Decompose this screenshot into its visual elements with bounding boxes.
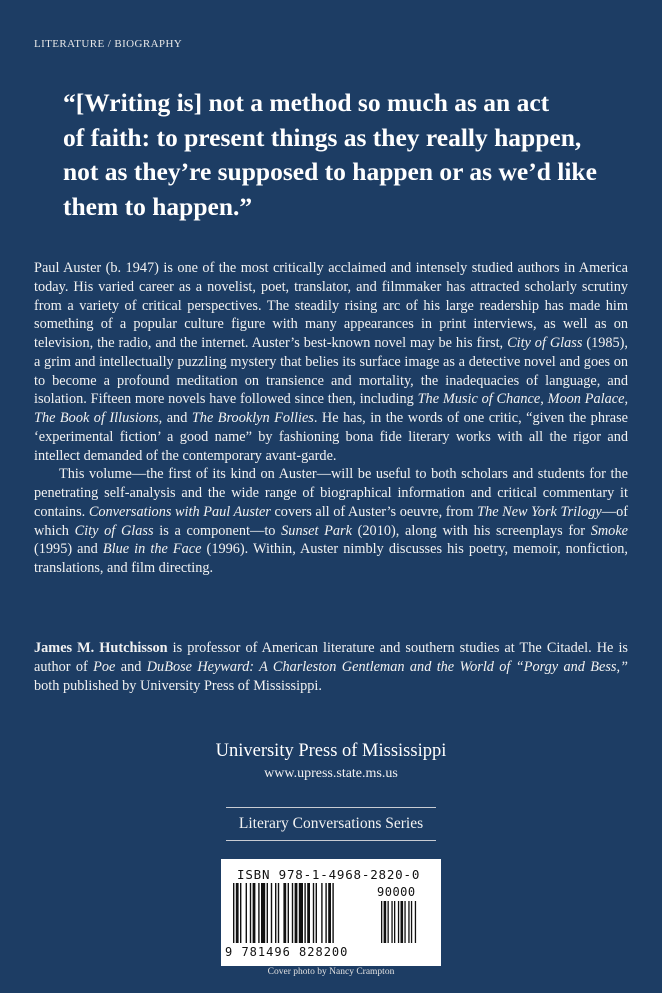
barcode-addon-bar [401, 901, 404, 943]
text-run: , [540, 391, 548, 408]
book-title: Smoke [590, 522, 629, 539]
series-name: Literary Conversations Series [238, 815, 424, 832]
barcode-bar [283, 883, 286, 943]
author-bio [34, 639, 628, 695]
photo-credit: Cover photo by Nancy Crampton [267, 967, 395, 977]
barcode-bar [261, 883, 265, 943]
book-title: City of Glass [507, 335, 583, 351]
barcode-bar [307, 883, 310, 943]
barcode-bar [258, 883, 259, 943]
barcode-addon-bar [388, 901, 389, 943]
barcode-bar [240, 883, 241, 943]
barcode-bar [246, 883, 247, 943]
text-run: is professor of American literature and southern studies at The Citadel. He is author of [34, 640, 628, 675]
text-run: (1996). Within, Auster nimbly discusses his poetry, memoir, nonfiction, translations, and film directing. [34, 541, 628, 576]
category-label: LITERATURE / BIOGRAPHY [34, 38, 183, 50]
text-run: (1995) and [34, 541, 103, 558]
barcode-bar [271, 883, 272, 943]
text-run: . He has, in the words of one critic, “given the phrase ‘experimental fiction’ a good name” by fashioning bona fide literary works with all the rigor and intellect demanded of the contemporary avant-garde. [34, 410, 628, 464]
book-title: The Book of Illusions [34, 410, 159, 426]
barcode-addon-bar [408, 901, 409, 943]
barcode-bar [304, 883, 305, 943]
barcode-bar [325, 883, 326, 943]
barcode-bar [250, 883, 251, 943]
text-run: and [115, 658, 147, 675]
book-title: Moon Palace [547, 391, 625, 408]
price-addon: 90000 [377, 885, 416, 899]
text-run: Paul Auster (b. 1947) is one of the most critically acclaimed and intensely studied authors in America today. His varied career as a novelist, poet, translator, and filmmaker has attracted scholarly scrutiny from a variety of critical perspectives. The steadily rising arc of his large readership has made him something of a popular culture figure with many appearances in print interviews, as well as on television, the radio, and the internet. Auster’s best-known novel may be his first, [34, 260, 628, 351]
barcode-addon-bar [384, 901, 387, 943]
barcode-bar [278, 883, 279, 943]
book-title: Blue in the Face [102, 541, 202, 558]
quote-line: them to happen.” [63, 191, 253, 221]
text-run: (2010), along with his screenplays for [351, 522, 591, 539]
barcode-addon-bar [398, 901, 399, 943]
text-run: covers all of Auster’s oeuvre, from [270, 503, 478, 520]
barcode-bar [316, 883, 317, 943]
quote-line: of faith: to present things as they really happen, [63, 122, 582, 152]
barcode [221, 859, 441, 966]
book-title: Conversations with Paul Auster [88, 503, 271, 520]
series-rule-top [226, 807, 436, 808]
text-run: both published by University Press of Mississippi. [34, 677, 322, 694]
barcode-addon-bar [404, 901, 405, 943]
barcode-bar [236, 883, 239, 943]
pull-quote [63, 86, 623, 224]
description-paragraph-2 [34, 465, 628, 578]
barcode-bar [313, 883, 314, 943]
barcode-addon-bar [394, 901, 395, 943]
book-title: City of Glass [74, 522, 154, 539]
book-title: The Music of Chance [417, 391, 541, 408]
barcode-bar [328, 883, 331, 943]
barcode-addon-bar [415, 901, 416, 943]
barcode-bar [233, 883, 234, 943]
barcode-bar [288, 883, 289, 943]
barcode-bar [332, 883, 333, 943]
author-name: James M. Hutchisson [34, 640, 168, 656]
barcode-bar [292, 883, 293, 943]
book-title: The Brooklyn Follies [191, 410, 314, 426]
publisher-name: University Press of Mississippi [215, 741, 447, 761]
isbn-number: ISBN 978-1-4968-2820-0 [237, 867, 421, 882]
barcode-bar [275, 883, 276, 943]
barcode-bar [321, 883, 322, 943]
book-title: Sunset Park [281, 522, 352, 539]
barcode-addon-bar [391, 901, 392, 943]
description-paragraph-1 [34, 259, 628, 465]
text-run: , [624, 391, 629, 408]
barcode-digits: 9 781496 828200 [225, 945, 349, 959]
quote-line: not as they’re supposed to happen or as we’d like [63, 157, 597, 186]
text-run: , and [158, 410, 192, 426]
text-run: (1985), a grim and intellectually puzzling mystery that belies its surface image as a detective novel and goes on to become a profound meditation on transience and mortality, the inadequacies of language, and isolation. Fifteen more novels have followed since then, including [34, 335, 629, 408]
book-title: DuBose Heyward: A Charleston Gentleman and the World of “Porgy and Bess,” [146, 658, 628, 675]
barcode-bar [253, 883, 256, 943]
series-rule-bottom [226, 840, 436, 841]
description [34, 259, 628, 578]
barcode-addon-bar [411, 901, 412, 943]
text-run: is a component—to [153, 522, 282, 539]
barcode-bar [299, 883, 303, 943]
quote-line: “[Writing is] not a method so much as an act [63, 88, 550, 117]
publisher-url[interactable]: www.upress.state.ms.us [264, 766, 398, 781]
barcode-addon-bar [381, 901, 382, 943]
text-run: —of which [34, 503, 628, 539]
book-title: The New York Trilogy [477, 503, 602, 520]
text-run: This volume—the first of its kind on Auster—will be useful to both scholars and students for the penetrating self-analysis and the wide range of biographical information and critical commentary it contains. [34, 466, 628, 520]
book-title: Poe [93, 658, 116, 675]
barcode-bar [267, 883, 268, 943]
barcode-bar [295, 883, 298, 943]
